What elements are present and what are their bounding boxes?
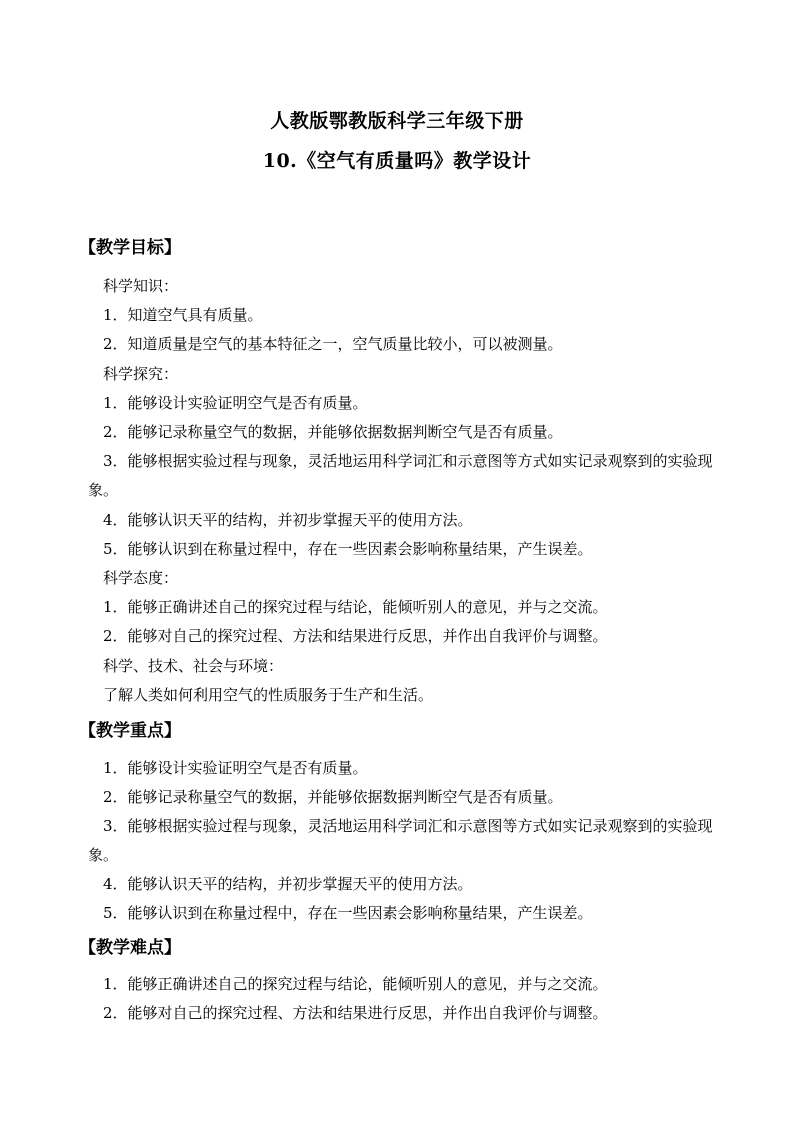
list-item: 3．能够根据实验过程与现象，灵活地运用科学词汇和示意图等方式如实记录观察到的实验现象。 bbox=[88, 452, 713, 499]
list-item: 1．知道空气具有质量。 bbox=[103, 306, 263, 324]
list-item: 3．能够根据实验过程与现象，灵活地运用科学词汇和示意图等方式如实记录观察到的实验现象。 bbox=[88, 817, 713, 864]
list-item: 4．能够认识天平的结构，并初步掌握天平的使用方法。 bbox=[103, 511, 473, 529]
section-heading-key-points: 【教学重点】 bbox=[79, 721, 181, 741]
subheading-inquiry: 科学探究： bbox=[103, 365, 179, 383]
list-item: 2．知道质量是空气的基本特征之一，空气质量比较小，可以被测量。 bbox=[103, 335, 563, 353]
section-heading-difficulties: 【教学难点】 bbox=[79, 938, 181, 958]
section-heading-goals: 【教学目标】 bbox=[79, 238, 181, 258]
list-item: 4．能够认识天平的结构，并初步掌握天平的使用方法。 bbox=[103, 875, 473, 893]
list-item: 2．能够对自己的探究过程、方法和结果进行反思，并作出自我评价与调整。 bbox=[103, 1004, 608, 1022]
list-item: 1．能够设计实验证明空气是否有质量。 bbox=[103, 394, 368, 412]
subheading-sts: 科学、技术、社会与环境： bbox=[103, 657, 284, 675]
subheading-attitude: 科学态度： bbox=[103, 569, 179, 587]
list-item: 2．能够记录称量空气的数据，并能够依据数据判断空气是否有质量。 bbox=[103, 423, 563, 441]
list-item: 1．能够正确讲述自己的探究过程与结论，能倾听别人的意见，并与之交流。 bbox=[103, 975, 608, 993]
list-item: 5．能够认识到在称量过程中，存在一些因素会影响称量结果，产生误差。 bbox=[103, 540, 593, 558]
subheading-knowledge: 科学知识： bbox=[103, 277, 179, 295]
document-subtitle: 10.《空气有质量吗》教学设计 bbox=[262, 150, 532, 172]
list-item: 了解人类如何利用空气的性质服务于生产和生活。 bbox=[103, 686, 434, 704]
list-item: 2．能够记录称量空气的数据，并能够依据数据判断空气是否有质量。 bbox=[103, 788, 563, 806]
list-item: 1．能够正确讲述自己的探究过程与结论，能倾听别人的意见，并与之交流。 bbox=[103, 598, 608, 616]
list-item: 1．能够设计实验证明空气是否有质量。 bbox=[103, 759, 368, 777]
list-item: 5．能够认识到在称量过程中，存在一些因素会影响称量结果，产生误差。 bbox=[103, 904, 593, 922]
list-item: 2．能够对自己的探究过程、方法和结果进行反思，并作出自我评价与调整。 bbox=[103, 627, 608, 645]
document-title: 人教版鄂教版科学三年级下册 bbox=[270, 110, 524, 132]
